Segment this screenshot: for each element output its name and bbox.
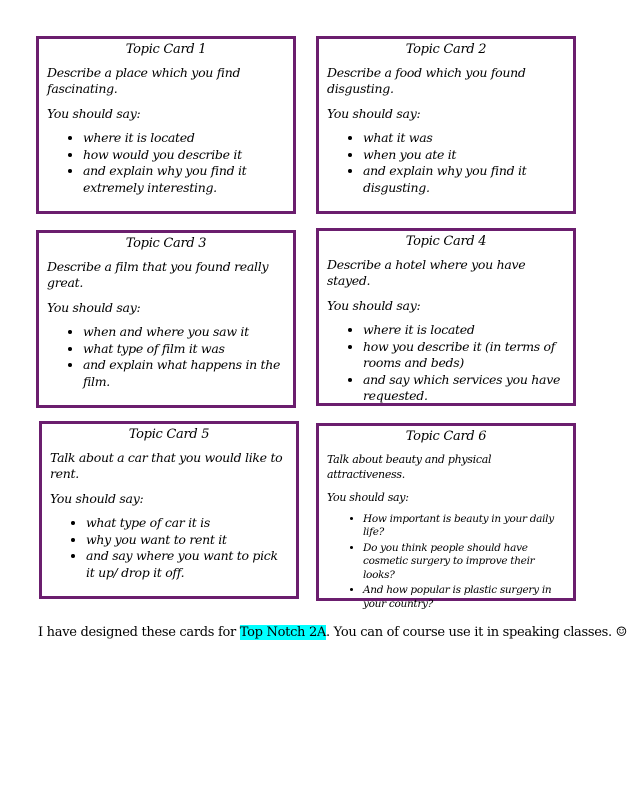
list-item: • what type of car it is xyxy=(86,515,288,532)
card-prompt: Describe a food which you found disgusting. xyxy=(327,64,526,96)
list-item: • how would you describe it xyxy=(83,147,285,164)
card-prompt: Talk about a car that you would like to rent. xyxy=(50,449,283,481)
card-bullet-list xyxy=(327,322,565,405)
topic-card-3 xyxy=(36,230,296,408)
card-bullet-list xyxy=(327,130,565,196)
card-say-label: You should say: xyxy=(327,490,409,504)
list-item: • How important is beauty in your daily life? xyxy=(363,513,565,540)
list-item: • when you ate it xyxy=(363,147,565,164)
card-prompt: Talk about beauty and physical attractiveness. xyxy=(327,452,492,481)
list-item: • and say where you want to pick it up/ drop it off. xyxy=(86,548,288,581)
card-prompt: Describe a hotel where you have stayed. xyxy=(327,256,526,288)
card-say-label: You should say: xyxy=(50,490,144,506)
topic-card-5 xyxy=(39,421,299,599)
card-bullet-list xyxy=(327,513,565,612)
card-bullet-list xyxy=(47,324,285,390)
list-item: • what it was xyxy=(363,130,565,147)
card-title: Topic Card 1 xyxy=(125,42,207,57)
footer-note xyxy=(38,625,627,640)
card-prompt: Describe a film that you found really great. xyxy=(47,258,269,290)
list-item: • And how popular is plastic surgery in your country? xyxy=(363,584,565,611)
topic-card-4 xyxy=(316,228,576,406)
list-item: • what type of film it was xyxy=(83,341,285,358)
list-item: • Do you think people should have cosmetic surgery to improve their looks? xyxy=(363,542,565,583)
list-item: • how you describe it (in terms of rooms and beds) xyxy=(363,339,565,372)
card-say-label: You should say: xyxy=(327,297,421,313)
list-item: • and say which services you have requested. xyxy=(363,372,565,405)
list-item: • and explain why you find it disgusting. xyxy=(363,163,565,196)
card-bullet-list xyxy=(47,130,285,196)
list-item: • where it is located xyxy=(363,322,565,339)
list-item: • and explain why you find it extremely interesting. xyxy=(83,163,285,196)
card-bullet-list xyxy=(50,515,288,581)
topic-card-1 xyxy=(36,36,296,214)
card-say-label: You should say: xyxy=(47,299,141,315)
card-title: Topic Card 6 xyxy=(405,429,487,444)
topic-card-6 xyxy=(316,423,576,610)
card-prompt: Describe a place which you find fascinating. xyxy=(47,64,241,96)
list-item: • when and where you saw it xyxy=(83,324,285,341)
card-title: Topic Card 5 xyxy=(128,427,210,442)
card-title: Topic Card 4 xyxy=(405,234,487,249)
footer-text-before: I have designed these cards for xyxy=(38,625,240,640)
card-say-label: You should say: xyxy=(47,105,141,121)
list-item: • why you want to rent it xyxy=(86,532,288,549)
highlighted-book-title: Top Notch 2A xyxy=(239,625,327,640)
card-say-label: You should say: xyxy=(327,105,421,121)
card-title: Topic Card 3 xyxy=(125,236,207,251)
footer-text-after: . You can of course use it in speaking classes. ☺ xyxy=(326,625,627,640)
list-item: • where it is located xyxy=(83,130,285,147)
card-title: Topic Card 2 xyxy=(405,42,487,57)
list-item: • and explain what happens in the film. xyxy=(83,357,285,390)
topic-card-2 xyxy=(316,36,576,214)
